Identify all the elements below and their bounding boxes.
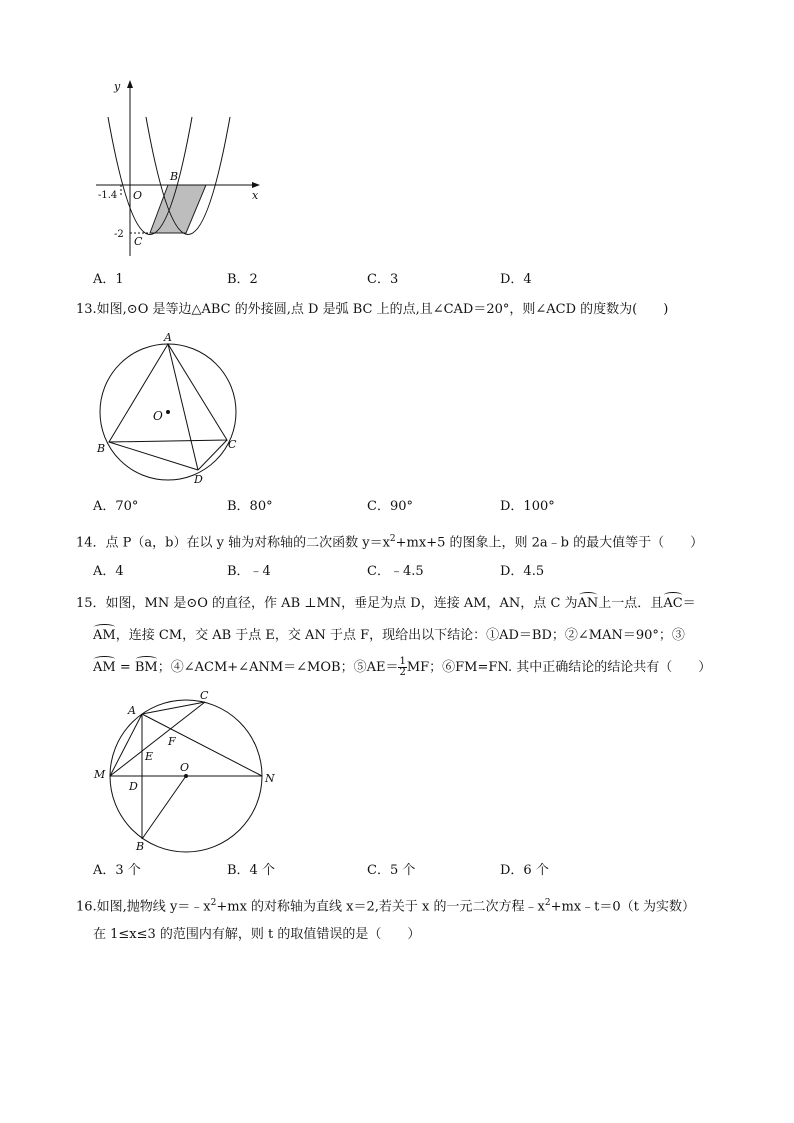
q14-stem	[76, 529, 703, 553]
triangle-abc	[109, 344, 227, 442]
q16-line1-c: +mx﹣t＝0（t 为实数）	[550, 899, 695, 915]
segment-am	[110, 714, 142, 776]
point-o-label: O	[153, 409, 163, 423]
segment-cd	[198, 440, 227, 470]
q12-parabola-figure	[90, 72, 270, 262]
q14-stem-pre: 14．点 P（a，b）在以 y 轴为对称轴的二次函数 y＝x	[76, 535, 390, 551]
q13-option-c[interactable]: C．90°	[367, 499, 413, 514]
tick-neg2: -2	[114, 229, 124, 240]
point-n-label: N	[265, 772, 275, 785]
q16-line2: 在 1≤x≤3 的范围内有解，则 t 的取值错误的是（ ）	[93, 927, 421, 942]
point-b-label: B	[97, 442, 106, 455]
point-o-label: O	[180, 761, 190, 774]
q15-option-c[interactable]: C．5 个	[367, 863, 416, 878]
point-d-label: D	[129, 780, 138, 793]
q15-option-b[interactable]: B．4 个	[227, 863, 275, 878]
q12-option-b[interactable]: B．2	[227, 272, 258, 287]
arc-ac: AC	[663, 594, 682, 614]
point-f-label: F	[168, 735, 176, 748]
segment-an	[142, 714, 262, 776]
segment-ad	[168, 344, 198, 470]
frac-den: 2	[399, 667, 406, 678]
q13-option-a[interactable]: A．70°	[93, 499, 139, 514]
y-axis-arrow	[127, 80, 133, 88]
frac-num: 1	[399, 656, 406, 667]
arc-bm: BM	[135, 658, 158, 678]
point-b-label: B	[170, 170, 179, 183]
point-a-label: A	[164, 331, 172, 344]
q14-option-c[interactable]: C．﹣4.5	[367, 564, 424, 579]
q15-line1-a: 15．如图，MN 是⊙O 的直径，作 AB ⊥MN，垂足为点 D，连接 AM，AN，点 C 为	[76, 596, 578, 611]
q15-circle-figure	[94, 686, 280, 856]
q12-option-a[interactable]: A．1	[93, 272, 124, 287]
q16-line1-a: 16.如图,抛物线 y＝﹣x	[76, 899, 211, 915]
q15-line2	[93, 626, 685, 646]
x-axis-label: x	[252, 189, 259, 202]
point-b-label: B	[136, 840, 145, 853]
q16-sup1: 2	[210, 898, 217, 908]
q12-option-c[interactable]: C．3	[367, 272, 399, 287]
q13-stem: 13.如图,⊙O 是等边△ABC 的外接圆,点 D 是弧 BC 上的点,且∠CAD＝20°，则∠ACD 的度数为( )	[76, 302, 669, 317]
point-a-label: A	[128, 704, 136, 717]
point-c-label: C	[228, 438, 237, 451]
arc-am: AM	[93, 626, 116, 646]
center-dot	[184, 774, 188, 778]
arc-an: AN	[578, 594, 599, 614]
q14-stem-post: +mx+5 的图象上，则 2a﹣b 的最大值等于（ ）	[395, 535, 704, 551]
x-axis-arrow	[252, 182, 260, 188]
q15-option-d[interactable]: D．6 个	[500, 863, 549, 878]
q14-sup: 2	[389, 534, 396, 544]
point-e-label: E	[145, 750, 154, 763]
q15-line3-b: MF；⑥FM=FN. 其中正确结论的结论共有（ ）	[406, 660, 712, 675]
fraction-half	[398, 657, 406, 678]
origin-label: O	[133, 189, 143, 202]
q16-line1	[76, 893, 695, 917]
q15-line2-text: ，连接 CM，交 AB 于点 E，交 AN 于点 F，现给出以下结论：①AD＝BD；②∠MAN＝90°；③	[115, 628, 685, 643]
q14-option-a[interactable]: A．4	[93, 564, 124, 579]
point-d-label: D	[194, 473, 203, 486]
point-c-label: C	[134, 235, 143, 248]
center-dot	[166, 410, 170, 414]
segment-ob	[142, 776, 186, 839]
q13-option-d[interactable]: D．100°	[500, 499, 555, 514]
arc-am2: AM	[93, 658, 116, 678]
q16-sup2: 2	[544, 898, 551, 908]
q15-eq: =	[115, 660, 135, 675]
tick-neg14: -1.4	[98, 190, 118, 201]
q16-line1-b: +mx 的对称轴为直线 x＝2,若关于 x 的一元二次方程﹣x	[216, 899, 545, 915]
y-axis-label: y	[114, 80, 121, 93]
q15-line1-c: ＝	[682, 596, 696, 611]
q14-option-d[interactable]: D．4.5	[500, 564, 545, 579]
q13-option-b[interactable]: B．80°	[227, 499, 273, 514]
point-m-label: M	[94, 768, 106, 781]
shaded-region	[150, 185, 206, 233]
q14-option-b[interactable]: B．﹣4	[227, 564, 271, 579]
q12-option-d[interactable]: D．4	[500, 272, 532, 287]
q15-line3	[93, 657, 711, 678]
q15-line1	[76, 594, 696, 614]
point-c-label: C	[200, 689, 209, 702]
q13-circle-figure	[92, 330, 252, 490]
segment-bd	[109, 442, 198, 470]
q15-option-a[interactable]: A．3 个	[93, 863, 141, 878]
q15-line1-b: 上一点．且	[598, 596, 664, 611]
q15-line3-a: ；④∠ACM+∠ANM＝∠MOB；⑤AE＝	[157, 660, 399, 675]
